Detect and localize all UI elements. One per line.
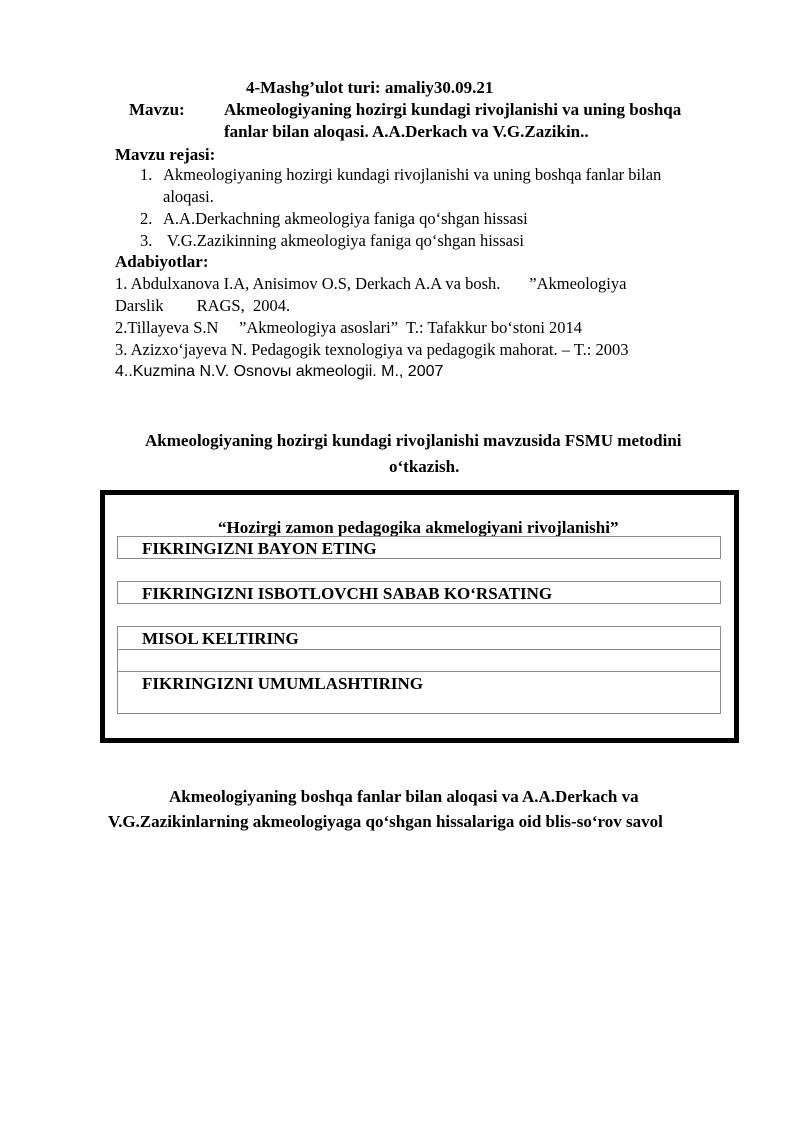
fsmu-row: [117, 536, 721, 559]
section-title: Akmeologiyaning hozirgi kundagi rivojlanishi mavzusida FSMU metodini: [145, 431, 682, 450]
literature-item: 3. Azizxo‘jayeva N. Pedagogik texnologiya va pedagogik mahorat. – T.: 2003: [115, 340, 629, 359]
fsmu-row-label: FIKRINGIZNI ISBOTLOVCHI SABAB KO‘RSATING: [142, 584, 553, 603]
plan-item-number: 1.: [140, 165, 153, 184]
fsmu-title: “Hozirgi zamon pedagogika akmelogiyani rivojlanishi”: [218, 518, 619, 537]
fsmu-row-label: FIKRINGIZNI UMUMLASHTIRING: [142, 674, 423, 693]
topic-line-1: Akmeologiyaning hozirgi kundagi rivojlanishi va uning boshqa: [224, 100, 682, 119]
section-title-continued: o‘tkazish.: [389, 457, 460, 476]
section-title-continued: V.G.Zazikinlarning akmeologiyaga qo‘shgan hissalariga oid blis-so‘rov savol: [108, 812, 663, 831]
plan-item-text: A.A.Derkachning akmeologiya faniga qo‘shgan hissasi: [163, 209, 528, 228]
literature-item: Darslik RAGS, 2004.: [115, 296, 291, 315]
fsmu-row-divider: [118, 671, 720, 672]
fsmu-row: [117, 581, 721, 604]
fsmu-row-divider: [118, 649, 720, 650]
plan-item-text: Akmeologiyaning hozirgi kundagi rivojlanishi va uning boshqa fanlar bilan: [163, 165, 662, 184]
literature-item: 4..Kuzmina N.V. Osnovы akmeologii. M., 2007: [115, 363, 444, 380]
fsmu-row-label: MISOL KELTIRING: [142, 629, 299, 648]
fsmu-row-label: FIKRINGIZNI BAYON ETING: [142, 539, 377, 558]
plan-item-number: 2.: [140, 209, 153, 228]
session-line: 4-Mashg’ulot turi: amaliy30.09.21: [246, 78, 494, 97]
topic-label: Mavzu:: [129, 100, 185, 119]
literature-item: 1. Abdulxanova I.A, Anisimov O.S, Derkach A.A va bosh. ”Akmeologiya: [115, 274, 627, 293]
plan-heading: Mavzu rejasi:: [115, 145, 216, 164]
literature-heading: Adabiyotlar:: [115, 252, 209, 271]
topic-line-2: fanlar bilan aloqasi. A.A.Derkach va V.G.Zazikin..: [224, 122, 589, 141]
plan-item-text: V.G.Zazikinning akmeologiya faniga qo‘shgan hissasi: [163, 231, 524, 250]
fsmu-row-group: [117, 626, 721, 714]
section-title: Akmeologiyaning boshqa fanlar bilan aloqasi va A.A.Derkach va: [169, 787, 639, 806]
plan-item-number: 3.: [140, 231, 153, 250]
literature-item: 2.Tillayeva S.N ”Akmeologiya asoslari” T.: Tafakkur bo‘stoni 2014: [115, 318, 583, 337]
plan-item-text-continued: aloqasi.: [163, 187, 214, 206]
